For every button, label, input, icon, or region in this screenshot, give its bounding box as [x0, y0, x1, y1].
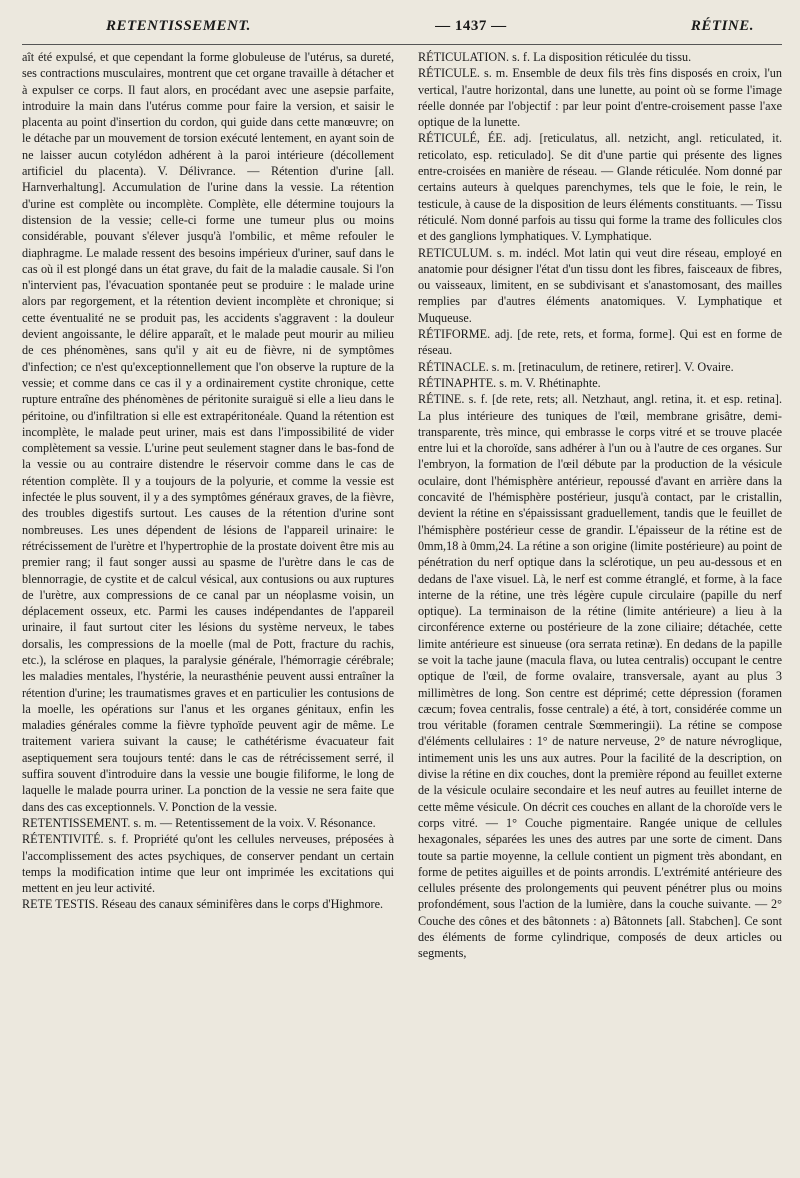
entry-retine: RÉTINE. s. f. [de rete, rets; all. Netzhaut, angl. retina, it. et esp. retina]. La plus intérieure des tuniques de l'œil, membrane grisâtre, demi-transparente, très mince, qui embrasse le corps vitré et se trouve placée entre lui et la choroïde, sans adhérer à l'un ou à l'autre de ces organes. Sur l'embryon, la formation de l'œil débute par la production de la vésicule oculaire, dont l'hémisphère antérieur, repoussé d'avant en arrière dans la concavité de l'hémisphère postérieur, jusqu'à contact, par le cristallin, devient la rétine en s'épaississant graduellement, tandis que le feuillet de l'hémisphère postérieur cesse de grandir. L'épaisseur de la rétine est de 0mm,18 à 0mm,24. La rétine a son origine (limite postérieure) au point de pénétration du nerf optique dans la sclérotique, un peu au-dessous et en dedans de l'axe visuel. Là, le nerf est comme étranglé, et forme, à la face interne de la rétine, une très légère cupule circulaire (papille du nerf optique). La terminaison de la rétine (limite antérieure) a lieu à la circonférence externe ou postérieure de la zone ciliaire; détachée, cette limite antérieure est sinueuse (ora serrata retinæ). En dedans de la papille se voit la tache jaune (macula flava, ou lutea centralis) occupant le centre optique de l'œil, de forme ovalaire, transversale, ayant au plus 3 millimètres de long. Son centre est déprimé; cette dépression (foramen cæcum; fovea centralis, fosse centrale) a été, à tort, considérée comme un trou véritable (foramen centrale Sœmmeringii). La rétine se compose d'éléments cellulaires : 1° de nature nerveuse, 2° de nature névroglique, intimement unis les uns aux autres. Pour la facilité de la description, on divise la rétine en dix couches, dont la première répond au feuillet externe de la vésicule oculaire secondaire et les neuf autres au feuillet interne de cette même vésicule. On décrit ces couches en allant de la choroïde vers le corps vitré. — 1° Couche pigmentaire. Rangée unique de cellules hexagonales, séparées les unes des autres par une sorte de ciment. Dans toute sa partie moyenne, la cellule contient un pigment très abondant, en forme de petites aiguilles et de points arrondis. L'extrémité antérieure des cellules présente des prolongements qui peuvent pénétrer plus ou moins profondément, sous l'action de la lumière, dans la couche suivante. — 2° Couche des cônes et des bâtonnets : a) Bâtonnets [all. Stabchen]. Ce sont des éléments de forme cylindrique, composés de deux articles ou segments, — [418, 392, 782, 961]
running-header — [22, 18, 782, 45]
entry-reticulation: RÉTICULATION. s. f. La disposition réticulée du tissu. — [418, 50, 692, 64]
entry-reticulum: RETICULUM. s. m. indécl. Mot latin qui veut dire réseau, employé en anatomie pour désigner l'état d'un tissu dont les fibres, faisceaux de fibres, ou vaisseaux, limitent, en se subdivisant et s'anastomosant, des mailles remplies par d'autres éléments anatomiques. V. Lymphatique et Muqueuse. — [418, 245, 782, 325]
entry-rete-testis: RETE TESTIS. Réseau des canaux séminifères dans le corps d'Highmore. — [22, 897, 384, 912]
left-column — [22, 49, 394, 962]
text-columns — [22, 49, 782, 962]
entry-retinaphte: RÉTINAPHTE. s. m. V. Rhétinaphte. — [418, 375, 601, 390]
entry-reticule-adj: RÉTICULÉ, ÉE. adj. [reticulatus, all. netzicht, angl. reticulated, it. reticolato, esp. reticulado]. Se dit d'une partie qui présente des lignes entre-croisées en manière de réseau. — Glande réticulée. Nom donné par certains auteurs à quelques parenchymes, tels que le foie, le rein, le testicule, à cause de la disposition de leurs éléments constituants. — Tissu réticulé. Nom donné parfois au tissu qui forme la trame des follicules clos et des ganglions lymphatiques. V. Lymphatique. — [418, 131, 782, 244]
entry-retentissement: RETENTISSEMENT. s. m. — Retentissement de la voix. V. Résonance. — [22, 815, 376, 830]
right-column — [418, 49, 782, 962]
entry-retention-continued: aît été expulsé, et que cependant la forme globuleuse de l'utérus, sa dureté, ses contractions musculaires, montrent que cet organe travaille à détacher et à expulser ce corps. Il faut alors, en procédant avec une asepsie parfaite, introduire la main dans l'utérus comme pour faire la version, et saisir le placenta au point d'insertion du cordon, qui guide dans cette manœuvre; on le détache par un mouvement de torsion exécuté lentement, en ayant soin de ne laisser aucun cotylédon adhérent à la paroi intérieure (décollement artificiel du placenta). V. Délivrance. — Rétention d'urine [all. Harnverhaltung]. Accumulation de l'urine dans la vessie. La rétention d'urine est complète ou incomplète. Complète, elle détermine toujours la distension de la vessie; celle-ci forme une tumeur plus ou moins considérable, pouvant s'élever jusqu'à l'ombilic, et même refouler le diaphragme. Le malade ressent des besoins impérieux d'uriner, sauf dans le cas où il est plongé dans un état grave, du fait de la maladie causale. Si l'on n'intervient pas, l'évacuation spontanée peut se produire : le malade urine alors par regorgement, et la rétention devient incomplète et chronique; si cette éventualité ne se produit pas, les accidents s'aggravent : la douleur devient angoissante, le délire apparaît, et le malade peut mourir au milieu de ces phénomènes, sans qu'il y ait eu de fièvre, ni de symptômes d'infection; ce n'est qu'exceptionnellement que l'on observe la rupture de la vessie; et comme dans ce cas il y a ordinairement cystite chronique, cette rupture entraîne des phénomènes de péritonite suraiguë si elle a lieu dans le péritoine, ou d'infiltration si elle est extrapéritonéale. Quand la rétention est incomplète, le malade peut uriner, mais est dans l'impossibilité de vider complètement sa vessie. L'urine peut seulement stagner dans le bas-fond de la vessie ou au contraire distendre le réservoir comme dans le cas de rétention complète. Il y a toujours de la polyurie, et comme la vessie est infectée le plus souvent, il y a des symptômes généraux graves, de la fièvre, des troubles digestifs surtout. Les causes de la rétention d'urine sont nombreuses. Les unes dépendent de lésions de l'appareil urinaire: le rétrécissement de l'urètre et l'hypertrophie de la prostate doivent être mis au premier rang; il faut songer aussi au spasme de l'urètre dans le cas de blennorragie, de cystite et de calcul vésical, aux contusions ou aux ruptures de l'urètre, aux compressions de ce canal par un néoplasme voisin, un déplacement osseux, etc. Parmi les causes indépendantes de l'appareil urinaire, il faut surtout citer les lésions du système nerveux, le tabes dorsalis, les compressions de la moelle (mal de Pott, fracture du rachis, etc.), la sclérose en plaques, la paralysie générale, l'hémorragie cérébrale; les maladies mentales, l'hystérie, la neurasthénie peuvent aussi entraîner la rétention d'urine; les traumatismes graves et en particulier les contusions de la moelle, les opérations sur l'anus et les organes génitaux, enfin les maladies générales comme la fièvre typhoïde peuvent agir de même. Le traitement variera suivant la cause; le cathétérisme évacuateur fait aseptiquement sera toujours tenté: dans le cas de rétrécissement serré, il suffira souvent d'introduire dans la vessie une bougie filiforme, le long de laquelle le malade pourra uriner. La ponction de la vessie ne sera faite que dans des cas exceptionnels. V. Ponction de la vessie. — [22, 50, 394, 814]
header-right-word: RÉTINE. — [690, 18, 754, 34]
entry-retinacle: RÉTINACLE. s. m. [retinaculum, de retinere, retirer]. V. Ovaire. — [418, 359, 734, 374]
header-left-word: RETENTISSEMENT. — [106, 18, 251, 34]
entry-retentivite: RÉTENTIVITÉ. s. f. Propriété qu'ont les cellules nerveuses, préposées à l'accomplissement des actes psychiques, de conserver pendant un certain temps la modification intime que leur ont imprimée les excitations qui mettent en jeu leur activité. — [22, 832, 394, 896]
entry-reticule: RÉTICULE. s. m. Ensemble de deux fils très fins disposés en croix, l'un vertical, l'autre horizontal, dans une lunette, au point où se forme l'image réelle donnée par l'objectif : par leur point d'entre-croisement passe l'axe optique de la lunette. — [418, 66, 782, 130]
page-number: — 1437 — — [435, 18, 507, 34]
entry-retiforme: RÉTIFORME. adj. [de rete, rets, et forma, forme]. Qui est en forme de réseau. — [418, 327, 782, 358]
